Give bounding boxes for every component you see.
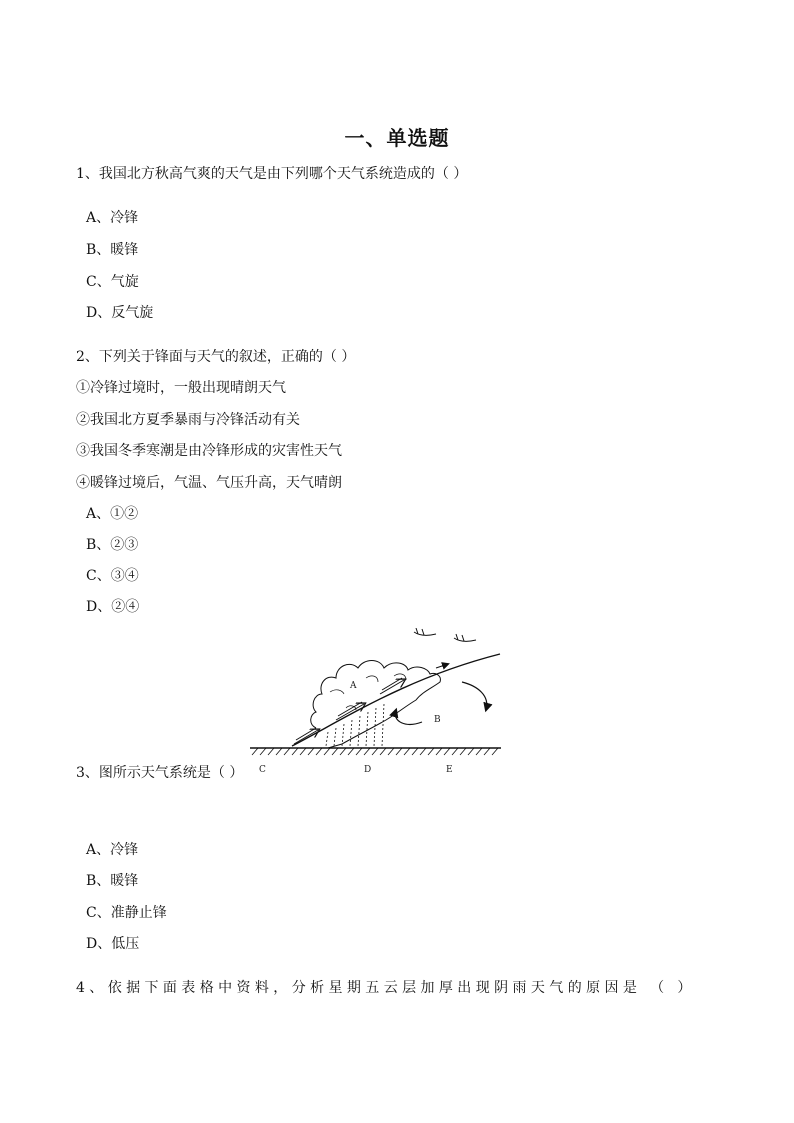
- cold-air-arrow: [395, 710, 422, 724]
- question-2-option-b[interactable]: B、②③: [86, 537, 139, 553]
- question-2-statement-2: ②我国北方夏季暴雨与冷锋活动有关: [76, 412, 300, 428]
- figure-label-a: A: [350, 681, 357, 691]
- question-4-stem: 4、依据下面表格中资料，分析星期五云层加厚出现阴雨天气的原因是 （ ）: [76, 980, 696, 996]
- figure-label-d: D: [364, 765, 372, 775]
- frontal-surface: [292, 654, 500, 746]
- question-1-stem: 1、我国北方秋高气爽的天气是由下列哪个天气系统造成的（ ）: [76, 166, 468, 182]
- question-1-option-b[interactable]: B、暖锋: [86, 242, 139, 258]
- wind-barbs: [414, 628, 476, 641]
- figure-label-b: B: [434, 715, 441, 725]
- question-3-stem: 3、图所示天气系统是（ ）: [76, 765, 244, 781]
- figure-label-e: E: [446, 765, 453, 775]
- rising-air-arrows: [294, 678, 404, 744]
- question-3-option-a[interactable]: A、冷锋: [86, 842, 139, 858]
- ground-hatching: [252, 748, 498, 755]
- figure-label-c: C: [259, 765, 266, 775]
- rain-streaks: [326, 704, 384, 746]
- question-1-option-d[interactable]: D、反气旋: [86, 305, 154, 321]
- question-2-stem: 2、下列关于锋面与天气的叙述，正确的（ ）: [76, 349, 356, 365]
- cumulonimbus-cloud: [311, 661, 441, 749]
- front-diagram: [246, 628, 506, 778]
- question-2-statement-3: ③我国冬季寒潮是由冷锋形成的灾害性天气: [76, 443, 342, 459]
- question-3-option-b[interactable]: B、暖锋: [86, 873, 139, 889]
- question-1-option-a[interactable]: A、冷锋: [86, 210, 139, 226]
- section-title: 一、单选题: [344, 126, 450, 150]
- question-2-option-d[interactable]: D、②④: [86, 599, 140, 615]
- question-2-statement-4: ④暖锋过境后，气温、气压升高，天气晴朗: [76, 475, 342, 491]
- question-1-option-c[interactable]: C、气旋: [86, 274, 139, 290]
- descending-air-arrow: [462, 682, 487, 710]
- question-2-option-c[interactable]: C、③④: [86, 568, 139, 584]
- question-3-option-d[interactable]: D、低压: [86, 936, 140, 952]
- question-3-option-c[interactable]: C、准静止锋: [86, 905, 167, 921]
- question-2-statement-1: ①冷锋过境时，一般出现晴朗天气: [76, 380, 286, 396]
- question-2-option-a[interactable]: A、①②: [86, 506, 139, 522]
